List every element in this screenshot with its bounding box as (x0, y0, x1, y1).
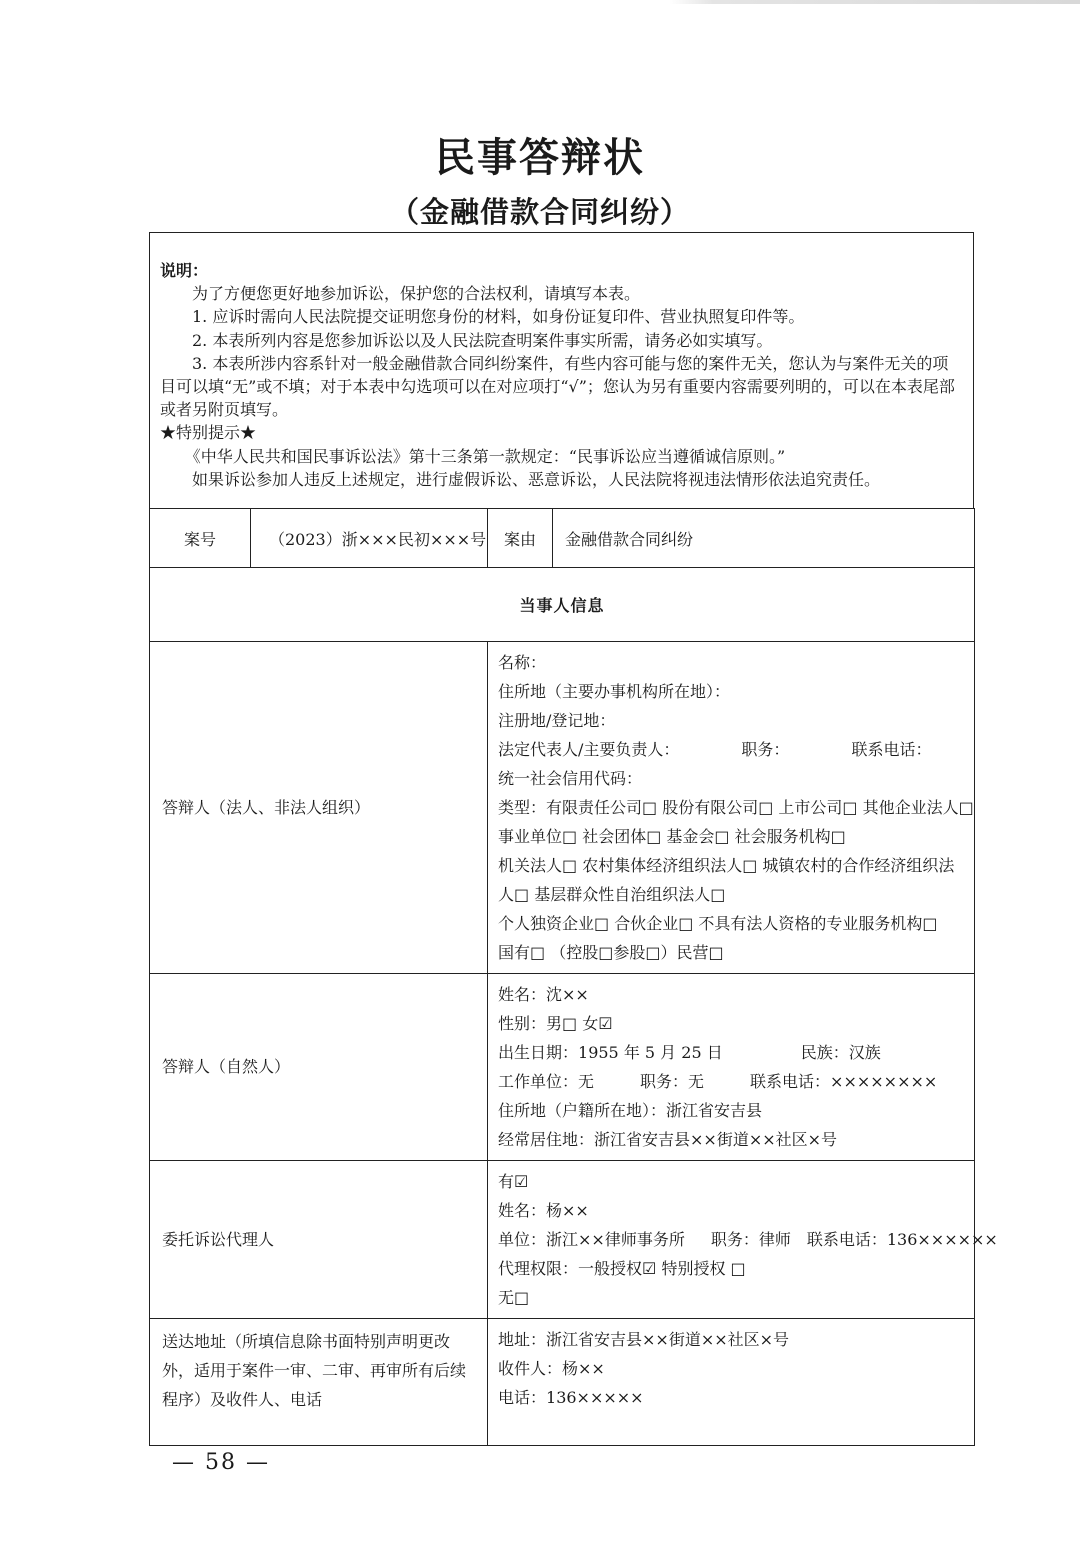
agent-details (488, 1161, 998, 1319)
legal-entity-label: 答辩人（法人、非法人组织） (150, 642, 488, 974)
special-notice-heading: ★特别提示★ (160, 423, 257, 443)
entity-representative-line (498, 735, 966, 764)
agent-label: 委托诉讼代理人 (150, 1161, 488, 1319)
entity-name-field: 名称： (498, 653, 547, 672)
delivery-label: 送达地址（所填信息除书面特别声明更改外，适用于案件一审、二审、再审所有后续程序）及收件人、电话 (150, 1319, 488, 1446)
party-info-heading: 当事人信息 (150, 568, 975, 642)
person-ethnicity-field: 民族：汉族 (800, 1043, 881, 1062)
person-employer-field: 工作单位：无 (498, 1072, 595, 1091)
delivery-address-field: 地址：浙江省安吉县××街道××社区×号 (498, 1330, 790, 1349)
delivery-phone-field: 电话：136××××× (498, 1388, 644, 1407)
legal-entity-row (150, 642, 975, 974)
case-info-row (150, 509, 975, 568)
legal-entity-details (488, 642, 975, 974)
natural-person-label: 答辩人（自然人） (150, 974, 488, 1161)
agent-authority-field: 代理权限：一般授权☑ 特别授权 □ (498, 1259, 746, 1278)
agent-none-option: 无□ (498, 1288, 530, 1307)
document-title: 民事答辩状 (435, 135, 645, 181)
entity-rep-field: 法定代表人/主要负责人： (498, 740, 680, 759)
instructions-box (149, 232, 974, 509)
person-birth-line (498, 1038, 966, 1067)
natural-person-row (150, 974, 975, 1161)
case-form-table (149, 508, 998, 1446)
top-edge-shadow (0, 0, 1080, 4)
instructions-intro: 为了方便您更好地参加诉讼，保护您的合法权利，请填写本表。 (192, 284, 641, 304)
entity-type-line-1: 类型：有限责任公司□ 股份有限公司□ 上市公司□ 其他企业法人□ (498, 798, 974, 817)
entity-type-line-5: 国有□ （控股□参股□）民营□ (498, 943, 724, 962)
document-subtitle: （金融借款合同纠纷） (389, 195, 690, 229)
person-habitual-residence-field: 经常居住地：浙江省安吉县××街道××社区×号 (498, 1130, 838, 1149)
delivery-details (488, 1319, 975, 1446)
agent-phone-field: 联系电话：136×××××× (806, 1230, 998, 1249)
person-residence-field: 住所地（户籍所在地）：浙江省安吉县 (498, 1101, 763, 1120)
delivery-recipient-field: 收件人：杨×× (498, 1359, 605, 1378)
entity-type-line-4: 个人独资企业□ 合伙企业□ 不具有法人资格的专业服务机构□ (498, 914, 938, 933)
person-work-line (498, 1067, 966, 1096)
agent-has-option: 有☑ (498, 1172, 529, 1191)
person-phone-field: 联系电话：×××××××× (750, 1072, 938, 1091)
agent-unit-line (498, 1225, 998, 1254)
legal-warning: 如果诉讼参加人违反上述规定，进行虚假诉讼、恶意诉讼，人民法院将视违法情形依法追究责任。 (192, 469, 881, 489)
person-position-field: 职务：无 (640, 1072, 705, 1091)
instruction-item-3: 3. 本表所涉内容系针对一般金融借款合同纠纷案件，有些内容可能与您的案件无关，您认为与案件无关的项目可以填“无”或不填；对于本表中勾选项可以在对应项打“√”；您认为另有重要内容需要列明的，可以在本表尾部或者另附页填写。 (160, 353, 955, 420)
agent-position-field: 职务：律师 (710, 1230, 791, 1249)
agent-name-field: 姓名：杨×× (498, 1201, 589, 1220)
instruction-item-1: 1. 应诉时需向人民法院提交证明您身份的材料，如身份证复印件、营业执照复印件等。 (192, 307, 805, 327)
entity-type-line-3: 机关法人□ 农村集体经济组织法人□ 城镇农村的合作经济组织法人□ 基层群众性自治组织法人□ (498, 856, 955, 904)
case-cause-value: 金融借款合同纠纷 (553, 509, 975, 568)
entity-credit-code-field: 统一社会信用代码： (498, 769, 643, 788)
law-citation: 《中华人民共和国民事诉讼法》第十三条第一款规定：“民事诉讼应当遵循诚信原则。” (184, 446, 786, 466)
agent-unit-field: 单位：浙江××律师事务所 (498, 1230, 685, 1249)
page-number: — 58 — (172, 1450, 270, 1475)
person-gender-field: 性别：男□ 女☑ (498, 1014, 613, 1033)
natural-person-details (488, 974, 975, 1161)
person-name-field: 姓名：沈×× (498, 985, 589, 1004)
case-number-label: 案号 (150, 509, 251, 568)
case-cause-label: 案由 (488, 509, 553, 568)
entity-residence-field: 住所地（主要办事机构所在地）： (498, 682, 731, 701)
person-birth-field: 出生日期：1955 年 5 月 25 日 (498, 1043, 723, 1062)
agent-row (150, 1161, 975, 1319)
entity-type-line-2: 事业单位□ 社会团体□ 基金会□ 社会服务机构□ (498, 827, 846, 846)
entity-rep-position-field: 职务： (741, 740, 790, 759)
entity-rep-phone-field: 联系电话： (851, 740, 932, 759)
entity-registration-field: 注册地/登记地： (498, 711, 616, 730)
delivery-row (150, 1319, 975, 1446)
instruction-item-2: 2. 本表所列内容是您参加诉讼以及人民法院查明案件事实所需，请务必如实填写。 (192, 330, 773, 350)
instructions-heading: 说明： (160, 261, 209, 280)
case-number-value: （2023）浙×××民初×××号 (251, 509, 488, 568)
